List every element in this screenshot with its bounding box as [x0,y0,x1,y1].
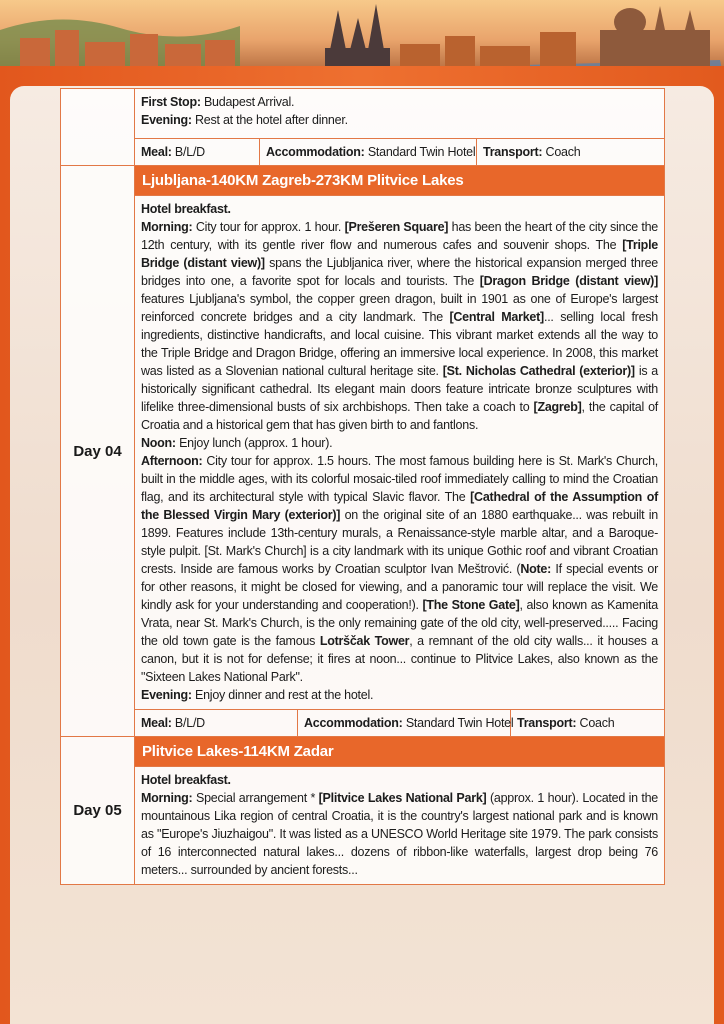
day03-meta-row [61,139,665,166]
transport-info: Transport: Coach [517,716,615,730]
day04-label: Day 04 [61,166,135,737]
day04-meta [135,710,664,736]
spacer [141,129,658,133]
day05-title-row [61,737,665,767]
day04-title: Ljubljana-140KM Zagreb-273KM Plitvice Lakes [135,166,665,196]
day03-content [135,89,665,139]
day04-noon: Noon: Enjoy lunch (approx. 1 hour). [141,436,333,450]
itinerary-table [60,88,665,885]
day04-evening: Evening: Enjoy dinner and rest at the hotel. [141,688,374,702]
day05-label: Day 05 [61,737,135,885]
accommodation-info: Accommodation: Standard Twin Hotel [298,710,511,736]
day04-content-row [61,196,665,710]
day04-meta-row [61,710,665,737]
day03-content-row [61,89,665,139]
day05-content-row [61,767,665,885]
day03-label-cell [61,89,135,166]
day05-title: Plitvice Lakes-114KM Zadar [135,737,665,767]
day03-meta [135,139,664,165]
day04-afternoon: Afternoon: City tour for approx. 1.5 hours. The most famous building here is St. Mark's Church, built in the middle ages, with its colorful mosaic-tiled roof immediately calling to mind the Croatian flag, and its architectural style with typical Slavic flavor. The [Cathedral of the Assumption of the Blessed Virgin Mary (exterior)] on the original site of an 1880 earthquake... was rebuilt in 1899. Features include 13th-century murals, a Renaissance-style marble altar, and a Baroque-style pulpit. [St. Mark's Church] is a city landmark with its unique Gothic roof and vibrant Croatian crests. Inside are famous works by Croatian sculptor Ivan Meštrović. (Note: If special events or for other reasons, it might be closed for viewing, and a panoramic tour will replace the visit. We kindly ask for your understanding and cooperation!). [The Stone Gate], also known as Kamenita Vrata, near St. Mark's Church, is the only remaining gate of the old city, well-preserved..... Facing the old town gate is the famous Lotrščak Tower, a remnant of the old city walls... it houses a canon, but it is not for defense; it fires at noon... continue to Plitvice Lakes, also known as the "Sixteen Lakes National Park". [141,454,658,684]
day04-morning: Morning: City tour for approx. 1 hour. [Prešeren Square] has been the heart of the city since the 12th century, with its gentle river flow and numerous cafes and souvenir shops. The [Triple Bridge (distant view)] spans the Ljubljanica river, where the historical expansion merged three bridges into one, a favorite spot for locals and tourists. The [Dragon Bridge (distant view)] features Ljubljana's symbol, the copper green dragon, built in 1901 as one of Europe's largest reinforced concrete bridges and a city landmark. The [Central Market]... selling local fresh ingredients, distinctive handicrafts, and local cuisine. This vibrant market extends all the way to the Triple Bridge and Dragon Bridge, offering an immersive local experience. In 2008, this market was listed as a Slovenian national cultural heritage site. [St. Nicholas Cathedral (exterior)] is a historically significant cathedral. Its elegant main doors feature intricate bronze sculptures with lifelike three-dimensional busts of six archbishops. Then take a coach to [Zagreb], the capital of Croatia and a historical gem that has given birth to and fantlons. [141,220,659,432]
day04-title-row [61,166,665,196]
day05-morning: Morning: Special arrangement * [Plitvice Lakes National Park] (approx. 1 hour). Located in the mountainous Lika region of central Croatia, it is the country's largest national park and is known as "Europe's Jiuzhaigou". It was listed as a UNESCO World Heritage site 1979. The park consists of 16 interconnected natural lakes... dozens of ribbon-like waterfalls, largest drop being 76 meters... surrounded by ancient forests... [141,791,658,877]
day04-content [135,196,665,710]
first-stop-line: First Stop: Budapest Arrival. [141,95,295,109]
day04-breakfast: Hotel breakfast. [141,202,231,216]
meal-info: Meal: B/L/D [135,139,260,165]
day05-breakfast: Hotel breakfast. [141,773,231,787]
evening-line: Evening: Rest at the hotel after dinner. [141,113,348,127]
meal-info: Meal: B/L/D [135,710,298,736]
transport-info: Transport: Coach [483,145,581,159]
accommodation-info: Accommodation: Standard Twin Hotel [260,139,477,165]
day05-content [135,767,665,885]
